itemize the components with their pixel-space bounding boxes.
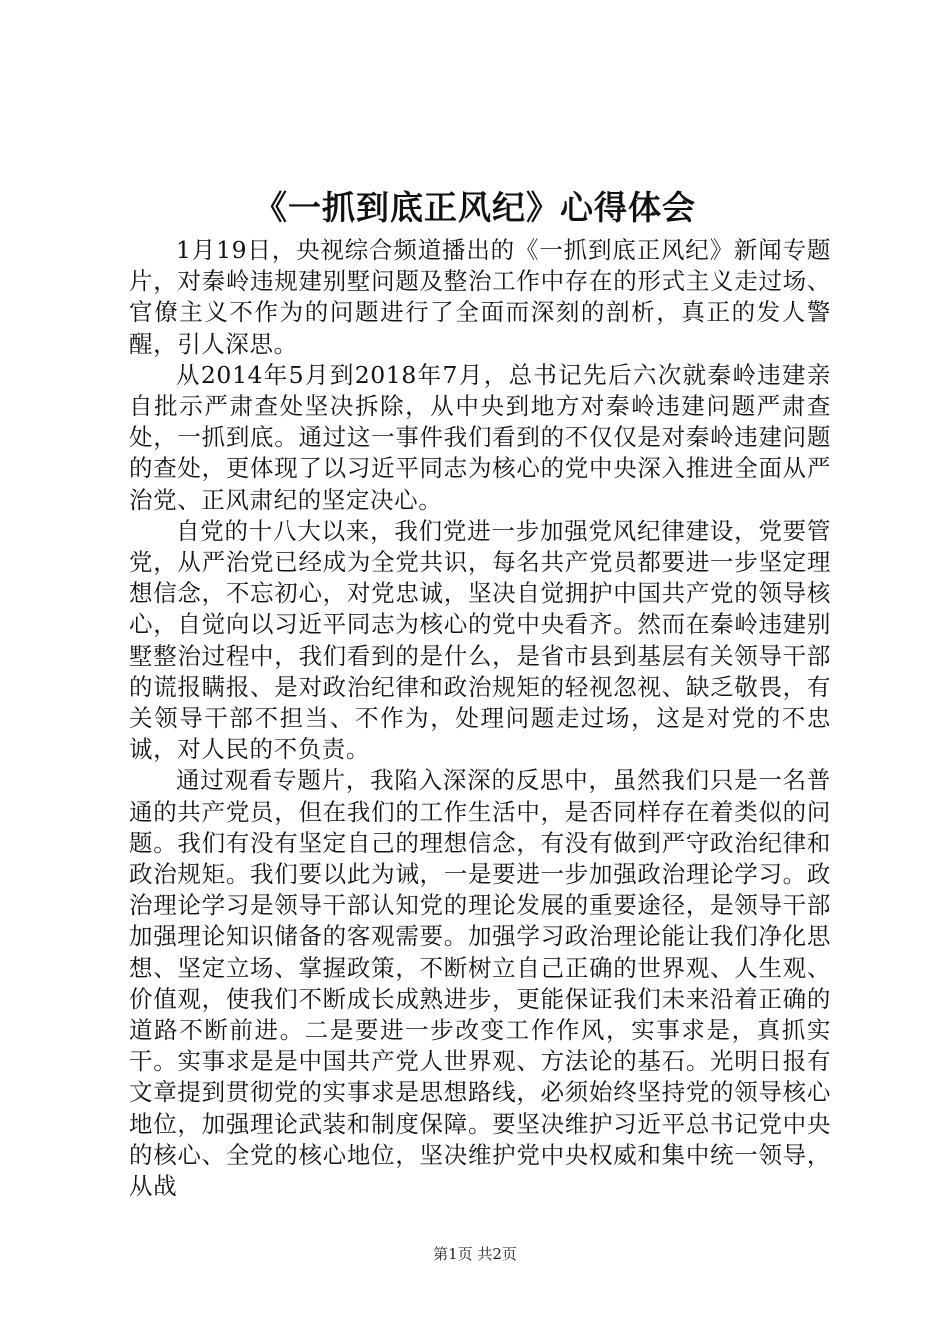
page-number-footer: 第1页 共2页 xyxy=(433,1245,517,1263)
paragraph-3: 自党的十八大以来，我们党进一步加强党风纪律建设，党要管党，从严治党已经成为全党共识，每名共产党员都要进一步坚定理想信念，不忘初心，对党忠诚，坚决自觉拥护中国共产党的领导核心，自觉向以习近平同志为核心的党中央看齐。然而在秦岭违建别墅整治过程中，我们看到的是什么，是省市县到基层有关领导干部的谎报瞒报、是对政治纪律和政治规矩的轻视忽视、缺乏敬畏，有关领导干部不担当、不作为，处理问题走过场，这是对党的不忠诚，对人民的不负责。 xyxy=(129,516,831,764)
paragraph-2: 从2014年5月到2018年7月，总书记先后六次就秦岭违建亲自批示严肃查处坚决拆除，从中央到地方对秦岭违建问题严肃查处，一抓到底。通过这一事件我们看到的不仅仅是对秦岭违建问题的查处，更体现了以习近平同志为核心的党中央深入推进全面从严治党、正风肃纪的坚定决心。 xyxy=(129,360,831,514)
document-title: 《一抓到底正风纪》心得体会 xyxy=(254,188,696,227)
paragraph-4: 通过观看专题片，我陷入深深的反思中，虽然我们只是一名普通的共产党员，但在我们的工作生活中，是否同样存在着类似的问题。我们有没有坚定自己的理想信念，有没有做到严守政治纪律和政治规矩。我们要以此为诫，一是要进一步加强政治理论学习。政治理论学习是领导干部认知党的理论发展的重要途径，是领导干部加强理论知识储备的客观需要。加强学习政治理论能让我们净化思想、坚定立场、掌握政策，不断树立自己正确的世界观、人生观、价值观，使我们不断成长成熟进步，更能保证我们未来沿着正确的道路不断前进。二是要进一步改变工作作风，实事求是，真抓实干。实事求是是中国共产党人世界观、方法论的基石。光明日报有文章提到贯彻党的实事求是思想路线，必须始终坚持党的领导核心地位，加强理论武装和制度保障。要坚决维护习近平总书记党中央的核心、全党的核心地位，坚决维护党中央权威和集中统一领导，从战 xyxy=(129,766,831,1201)
paragraph-1: 1月19日，央视综合频道播出的《一抓到底正风纪》新闻专题片，对秦岭违规建别墅问题及整治工作中存在的形式主义走过场、官僚主义不作为的问题进行了全面而深刻的剖析，真正的发人警醒，引人深思。 xyxy=(129,236,831,358)
document-body xyxy=(129,235,831,1202)
